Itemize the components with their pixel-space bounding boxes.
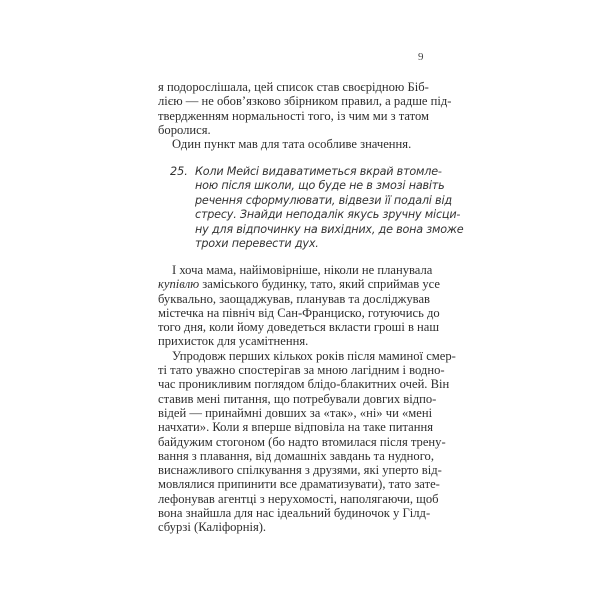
text-line: Упродовж перших кількох років після маминої смер- (172, 348, 456, 363)
text-line: відей — принаймні довших за «так», «ні» чи «мені (158, 405, 433, 420)
text-line: того дня, коли йому доведеться вкласти гроші в наш (158, 320, 440, 335)
text-block-top (158, 80, 452, 152)
text-line: виснажливого спілкування з друзями, які уперто від- (158, 463, 442, 478)
text-line: вона знайшла для нас ідеальний будиночок у Гілд- (158, 506, 431, 521)
list-item-text (195, 165, 464, 251)
text-line: мовлялися припинити все драматизувати), тато зате- (158, 477, 440, 492)
text-line: речення сформулювати, відвези її подалі від (195, 193, 452, 207)
text-line: Коли Мейсі видаватиметься вкрай втомле- (195, 165, 442, 178)
text-line: сбурзі (Каліфорнія). (158, 520, 267, 535)
text-line: я подорослішала, цей список став своєрідною Біб- (158, 80, 429, 94)
text-line: містечка на північ від Сан-Франциско, готуючись до (158, 305, 440, 320)
page-number: 9 (418, 51, 424, 63)
text-line: байдужим стогоном (бо надто втомилася після трену- (158, 434, 446, 449)
text-line: ставив мені питання, що потребували довгих відпо- (158, 391, 437, 406)
text-line: час проникливим поглядом блідо-блакитних очей. Він (158, 377, 450, 392)
text-line: боролися. (158, 122, 211, 137)
text-block-bottom (158, 263, 456, 535)
italic-text: купівлю (158, 277, 200, 292)
text-segment: заміського будинку, тато, який сприймав усе (199, 277, 440, 292)
list-item-number: 25. (170, 165, 188, 178)
text-line: вання з плавання, від домашніх завдань та нудного, (158, 448, 434, 463)
text-line: Один пункт мав для тата особливе значення. (172, 137, 412, 152)
text-line: І хоча мама, найімовірніше, ніколи не планувала (172, 263, 433, 277)
text-line: твердженням нормальності того, із чим ми з татом (158, 108, 430, 123)
text-line: стресу. Знайди неподалік якусь зручну місци- (195, 208, 461, 222)
text-line: лією — не обов’язково збірником правил, а радше під- (158, 94, 452, 109)
text-line: ну для відпочинку на вихідних, де вона зможе (195, 222, 464, 236)
text-line: трохи перевести дух. (195, 236, 319, 250)
text-line: лефонував агентці з нерухомості, наполягаючи, щоб (158, 491, 439, 506)
text-line: ною після школи, що буде не в змозі навіть (195, 179, 445, 193)
text-line: начхати». Коли я вперше відповіла на таке питання (158, 420, 434, 435)
text-line (158, 277, 440, 292)
text-line: буквально, заощаджував, планував та досліджував (158, 291, 430, 306)
text-line: ті тато уважно спостерігав за мною лагідним і водно- (158, 363, 445, 378)
text-line: прихисток для усамітнення. (158, 334, 309, 349)
